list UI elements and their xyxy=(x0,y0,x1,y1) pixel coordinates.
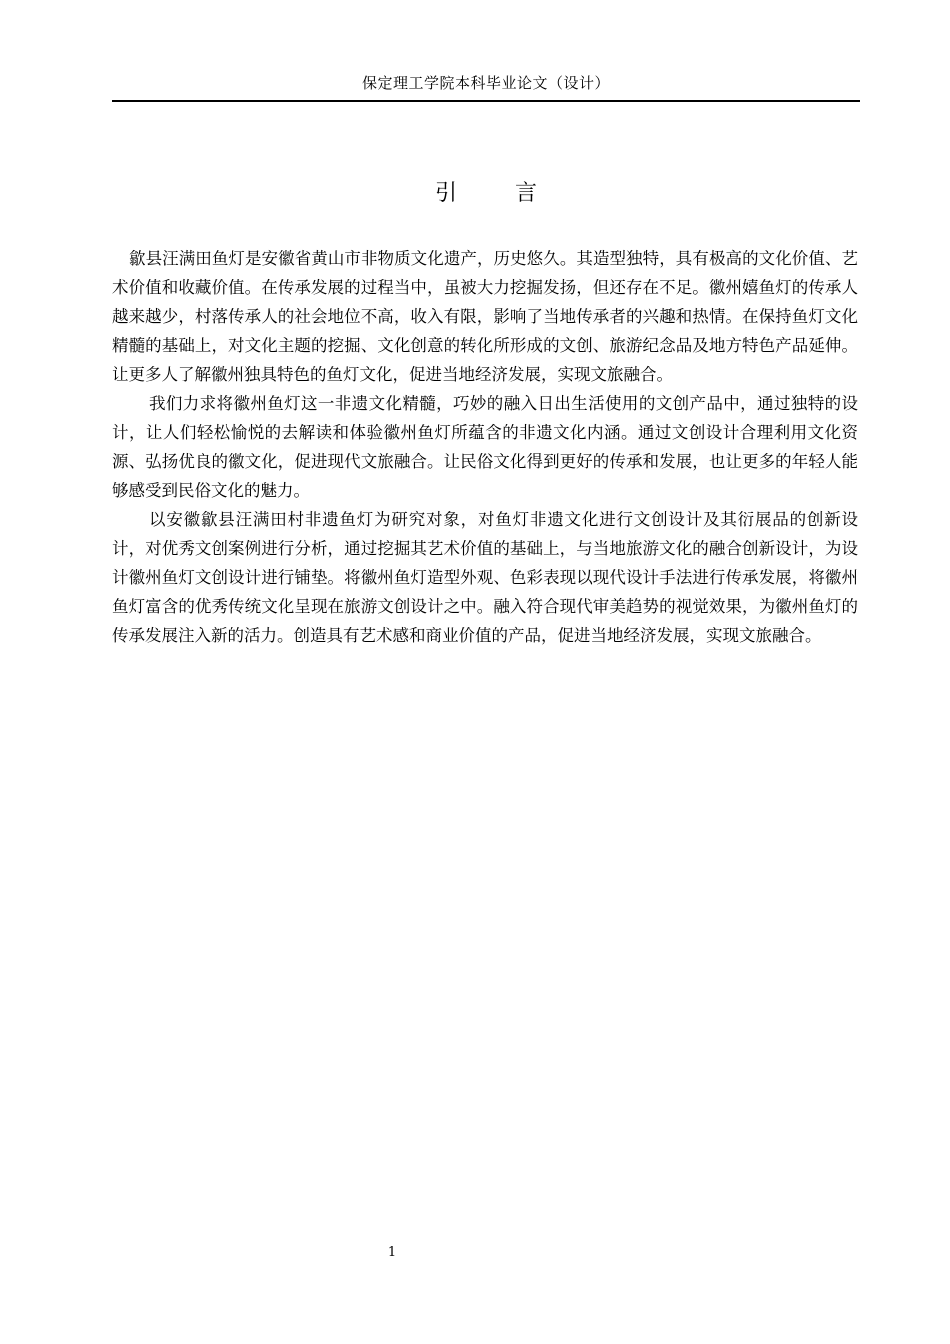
page-number: 1 xyxy=(387,1245,397,1260)
paragraph-1: 歙县汪满田鱼灯是安徽省黄山市非物质文化遗产，历史悠久。其造型独特，具有极高的文化价值、艺术价值和收藏价值。在传承发展的过程当中，虽被大力挖掘发扬，但还存在不足。徽州嬉鱼灯的传承人越来越少，村落传承人的社会地位不高，收入有限，影响了当地传承者的兴趣和热情。在保持鱼灯文化精髓的基础上，对文化主题的挖掘、文化创意的转化所形成的文创、旅游纪念品及地方特色产品延伸。让更多人了解徽州独具特色的鱼灯文化，促进当地经济发展，实现文旅融合。 xyxy=(112,249,858,384)
header-divider xyxy=(112,100,860,102)
section-title: 引言 xyxy=(434,181,595,206)
paragraph-3: 以安徽歙县汪满田村非遗鱼灯为研究对象，对鱼灯非遗文化进行文创设计及其衍展品的创新设计，对优秀文创案例进行分析，通过挖掘其艺术价值的基础上，与当地旅游文化的融合创新设计，为设计徽州鱼灯文创设计进行铺垫。将徽州鱼灯造型外观、色彩表现以现代设计手法进行传承发展，将徽州鱼灯富含的优秀传统文化呈现在旅游文创设计之中。融入符合现代审美趋势的视觉效果，为徽州鱼灯的传承发展注入新的活力。创造具有艺术感和商业价值的产品，促进当地经济发展，实现文旅融合。 xyxy=(112,510,858,645)
header-title: 保定理工学院本科毕业论文（设计） xyxy=(361,74,610,92)
body-text xyxy=(112,244,858,650)
paragraph-2: 我们力求将徽州鱼灯这一非遗文化精髓，巧妙的融入日出生活使用的文创产品中，通过独特的设计，让人们轻松愉悦的去解读和体验徽州鱼灯所蕴含的非遗文化内涵。通过文创设计合理利用文化资源、弘扬优良的徽文化，促进现代文旅融合。让民俗文化得到更好的传承和发展，也让更多的年轻人能够感受到民俗文化的魅力。 xyxy=(112,394,858,500)
page-header xyxy=(112,72,860,102)
